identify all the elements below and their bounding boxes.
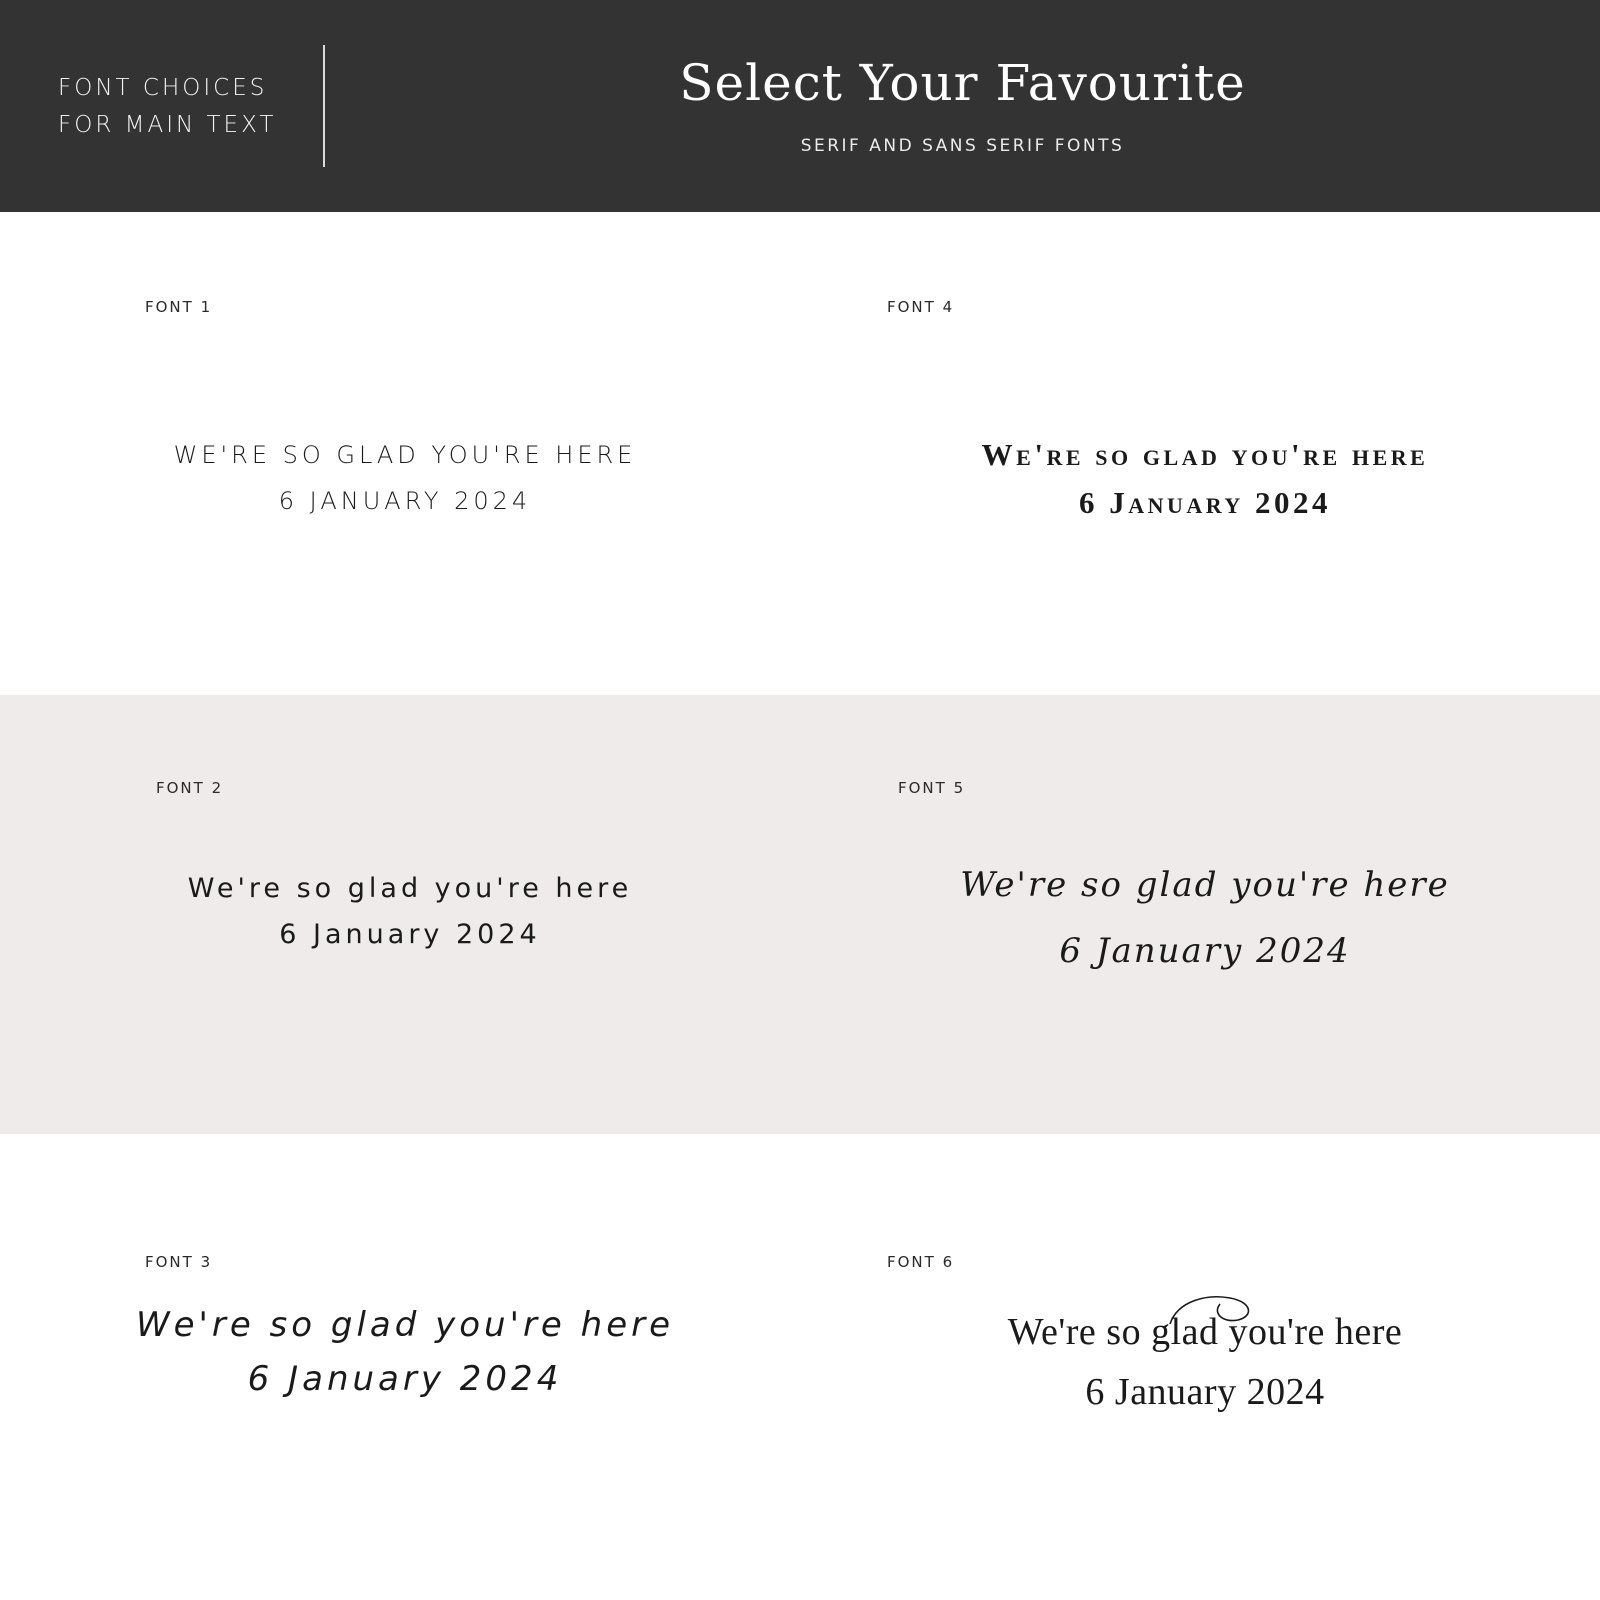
- font-3-label: FONT 3: [145, 1253, 213, 1271]
- font-5-line-2: 6 January 2024: [1059, 931, 1351, 971]
- font-4-label: FONT 4: [887, 298, 955, 316]
- font-6-label: FONT 6: [887, 1253, 955, 1271]
- font-4-line-2: 6 January 2024: [1078, 485, 1332, 520]
- font-3-sample: [110, 1298, 700, 1406]
- font-6-sample: [905, 1302, 1505, 1422]
- font-3-line-2: 6 January 2024: [247, 1359, 563, 1399]
- header-caption: [58, 70, 277, 144]
- font-5-label: FONT 5: [898, 779, 966, 797]
- header-caption-line-2: FOR MAIN TEXT: [58, 112, 277, 138]
- font-6-line-2: 6 January 2024: [1085, 1371, 1325, 1413]
- font-2-sample: [120, 866, 700, 958]
- font-2-line-2: 6 January 2024: [279, 919, 541, 950]
- font-2-label: FONT 2: [156, 779, 224, 797]
- font-5-sample: [905, 852, 1505, 984]
- header-divider: [323, 45, 325, 167]
- font-1-line-2: 6 JANUARY 2024: [278, 487, 532, 515]
- font-1-line-1: WE'RE SO GLAD YOU'RE HERE: [173, 441, 637, 469]
- font-4-sample: [905, 431, 1505, 527]
- font-6-line-1: We're so glad you're here: [1007, 1311, 1403, 1353]
- header-caption-line-1: FONT CHOICES: [58, 75, 268, 101]
- font-1-sample: [120, 432, 690, 524]
- page-title: Select Your Favourite: [679, 54, 1246, 112]
- font-4-line-1: We're so glad you're here: [981, 437, 1429, 472]
- font-1-label: FONT 1: [145, 298, 213, 316]
- page-subtitle: SERIF AND SANS SERIF FONTS: [800, 136, 1125, 156]
- header-banner: [0, 0, 1600, 212]
- font-2-line-1: We're so glad you're here: [187, 873, 633, 904]
- font-5-line-1: We're so glad you're here: [960, 865, 1450, 905]
- font-3-line-1: We're so glad you're here: [135, 1305, 675, 1345]
